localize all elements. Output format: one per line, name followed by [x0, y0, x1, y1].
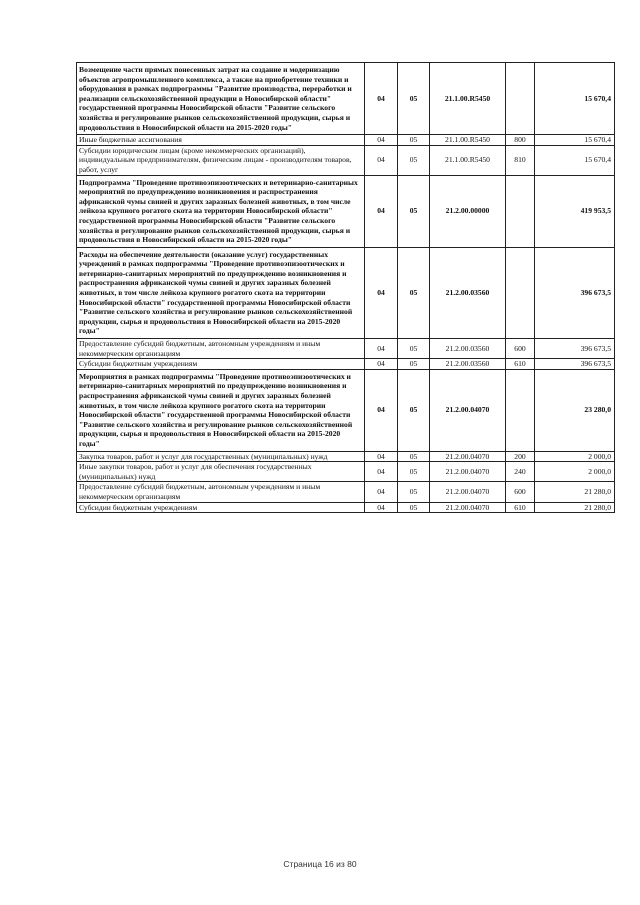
row-name-cell: Субсидии бюджетным учреждениям	[77, 502, 365, 513]
row-name-cell: Субсидии бюджетным учреждениям	[77, 359, 365, 370]
row-name-cell: Иные закупки товаров, работ и услуг для обеспечения государственных (муниципальных) нужд	[77, 462, 365, 482]
row-target-article-cell: 21.2.00.04070	[430, 369, 506, 451]
table-body	[77, 63, 615, 513]
table-row	[77, 369, 615, 451]
row-target-article-cell: 21.2.00.03560	[430, 359, 506, 370]
row-expense-type-cell: 200	[506, 451, 535, 462]
row-subsection-cell: 05	[398, 451, 430, 462]
row-subsection-cell: 05	[398, 359, 430, 370]
row-name-cell: Закупка товаров, работ и услуг для государственных (муниципальных) нужд	[77, 451, 365, 462]
row-target-article-cell: 21.2.00.03560	[430, 339, 506, 359]
row-name-cell: Предоставление субсидий бюджетным, автономным учреждениям и иным некоммерческим организациям	[77, 482, 365, 502]
row-name-cell: Предоставление субсидий бюджетным, автономным учреждениям и иным некоммерческим организациям	[77, 339, 365, 359]
row-section-cell: 04	[365, 135, 398, 146]
row-amount-cell: 15 670,4	[535, 145, 615, 175]
table-row	[77, 451, 615, 462]
table-row	[77, 63, 615, 135]
row-amount-cell: 21 280,0	[535, 482, 615, 502]
row-name-cell: Возмещение части прямых понесенных затрат на создание и модернизацию объектов агропромышленного комплекса, а также на приобретение техники и оборудования в рамках подпрограммы "Развитие производства, переработки и реализации сельскохозяйственной продукции в Новосибирской области" государственной программы Новосибирской области "Развитие сельского хозяйства и регулирование рынков сельскохозяйственной продукции, сырья и продовольствия в Новосибирской области на 2015-2020 годы"	[77, 63, 365, 135]
row-target-article-cell: 21.2.00.04070	[430, 482, 506, 502]
row-expense-type-cell: 240	[506, 462, 535, 482]
row-subsection-cell: 05	[398, 247, 430, 338]
row-section-cell: 04	[365, 63, 398, 135]
row-section-cell: 04	[365, 175, 398, 247]
row-section-cell: 04	[365, 462, 398, 482]
row-amount-cell: 396 673,5	[535, 339, 615, 359]
budget-table	[76, 62, 615, 513]
row-target-article-cell: 21.1.00.R5450	[430, 145, 506, 175]
row-amount-cell: 23 280,0	[535, 369, 615, 451]
row-subsection-cell: 05	[398, 502, 430, 513]
row-subsection-cell: 05	[398, 135, 430, 146]
row-target-article-cell: 21.2.00.00000	[430, 175, 506, 247]
row-target-article-cell: 21.2.00.04070	[430, 451, 506, 462]
row-target-article-cell: 21.2.00.04070	[430, 502, 506, 513]
row-expense-type-cell	[506, 247, 535, 338]
row-name-cell: Мероприятия в рамках подпрограммы "Проведение противоэпизоотических и ветеринарно-санитарных мероприятий по предупреждению возникновения и распространения африканской чумы свиней и других заразных болезней животных, в том числе лейкоза крупного рогатого скота на территории Новосибирской области" государственной программы Новосибирской области "Развитие сельского хозяйства и регулирование рынков сельскохозяйственной продукции, сырья и продовольствия в Новосибирской области на 2015-2020 годы"	[77, 369, 365, 451]
table-row	[77, 502, 615, 513]
table-row	[77, 145, 615, 175]
table-row	[77, 339, 615, 359]
page-footer	[0, 859, 640, 869]
table-row	[77, 247, 615, 338]
row-amount-cell: 419 953,5	[535, 175, 615, 247]
row-expense-type-cell: 810	[506, 145, 535, 175]
row-name-cell: Субсидии юридическим лицам (кроме некоммерческих организаций), индивидуальным предпринимателям, физическим лицам - производителям товаров, работ, услуг	[77, 145, 365, 175]
row-name-cell: Подпрограмма "Проведение противоэпизоотических и ветеринарно-санитарных мероприятий по предупреждению возникновения и распространения африканской чумы свиней и других заразных болезней животных, в том числе лейкоза крупного рогатого скота на территории Новосибирской области" государственной программы Новосибирской области "Развитие сельского хозяйства и регулирование рынков сельскохозяйственной продукции, сырья и продовольствия в Новосибирской области на 2015-2020 годы"	[77, 175, 365, 247]
row-section-cell: 04	[365, 451, 398, 462]
row-subsection-cell: 05	[398, 145, 430, 175]
row-amount-cell: 21 280,0	[535, 502, 615, 513]
row-expense-type-cell: 610	[506, 359, 535, 370]
row-target-article-cell: 21.2.00.03560	[430, 247, 506, 338]
row-expense-type-cell	[506, 369, 535, 451]
row-section-cell: 04	[365, 502, 398, 513]
table-row	[77, 359, 615, 370]
row-expense-type-cell: 600	[506, 482, 535, 502]
row-section-cell: 04	[365, 359, 398, 370]
row-target-article-cell: 21.2.00.04070	[430, 462, 506, 482]
table-row	[77, 135, 615, 146]
row-section-cell: 04	[365, 369, 398, 451]
row-amount-cell: 2 000,0	[535, 451, 615, 462]
table-row	[77, 175, 615, 247]
row-target-article-cell: 21.1.00.R5450	[430, 135, 506, 146]
row-amount-cell: 396 673,5	[535, 247, 615, 338]
row-expense-type-cell: 800	[506, 135, 535, 146]
row-target-article-cell: 21.1.00.R5450	[430, 63, 506, 135]
page-number: Страница 16 из 80	[283, 859, 357, 869]
row-subsection-cell: 05	[398, 63, 430, 135]
row-amount-cell: 15 670,4	[535, 63, 615, 135]
row-amount-cell: 15 670,4	[535, 135, 615, 146]
table-row	[77, 482, 615, 502]
row-section-cell: 04	[365, 247, 398, 338]
row-expense-type-cell: 610	[506, 502, 535, 513]
table-row	[77, 462, 615, 482]
row-expense-type-cell: 600	[506, 339, 535, 359]
row-subsection-cell: 05	[398, 462, 430, 482]
row-section-cell: 04	[365, 482, 398, 502]
row-amount-cell: 2 000,0	[535, 462, 615, 482]
row-subsection-cell: 05	[398, 482, 430, 502]
row-section-cell: 04	[365, 339, 398, 359]
row-expense-type-cell	[506, 63, 535, 135]
row-subsection-cell: 05	[398, 175, 430, 247]
row-subsection-cell: 05	[398, 339, 430, 359]
row-expense-type-cell	[506, 175, 535, 247]
row-amount-cell: 396 673,5	[535, 359, 615, 370]
row-subsection-cell: 05	[398, 369, 430, 451]
row-name-cell: Иные бюджетные ассигнования	[77, 135, 365, 146]
row-name-cell: Расходы на обеспечение деятельности (оказание услуг) государственных учреждений в рамках подпрограммы "Проведение противоэпизоотических и ветеринарно-санитарных мероприятий по предупреждению возникновения и распространения африканской чумы свиней и других заразных болезней животных, в том числе лейкоза крупного рогатого скота на территории Новосибирской области" государственной программы Новосибирской области "Развитие сельского хозяйства и регулирование рынков сельскохозяйственной продукции, сырья и продовольствия в Новосибирской области на 2015-2020 годы"	[77, 247, 365, 338]
row-section-cell: 04	[365, 145, 398, 175]
